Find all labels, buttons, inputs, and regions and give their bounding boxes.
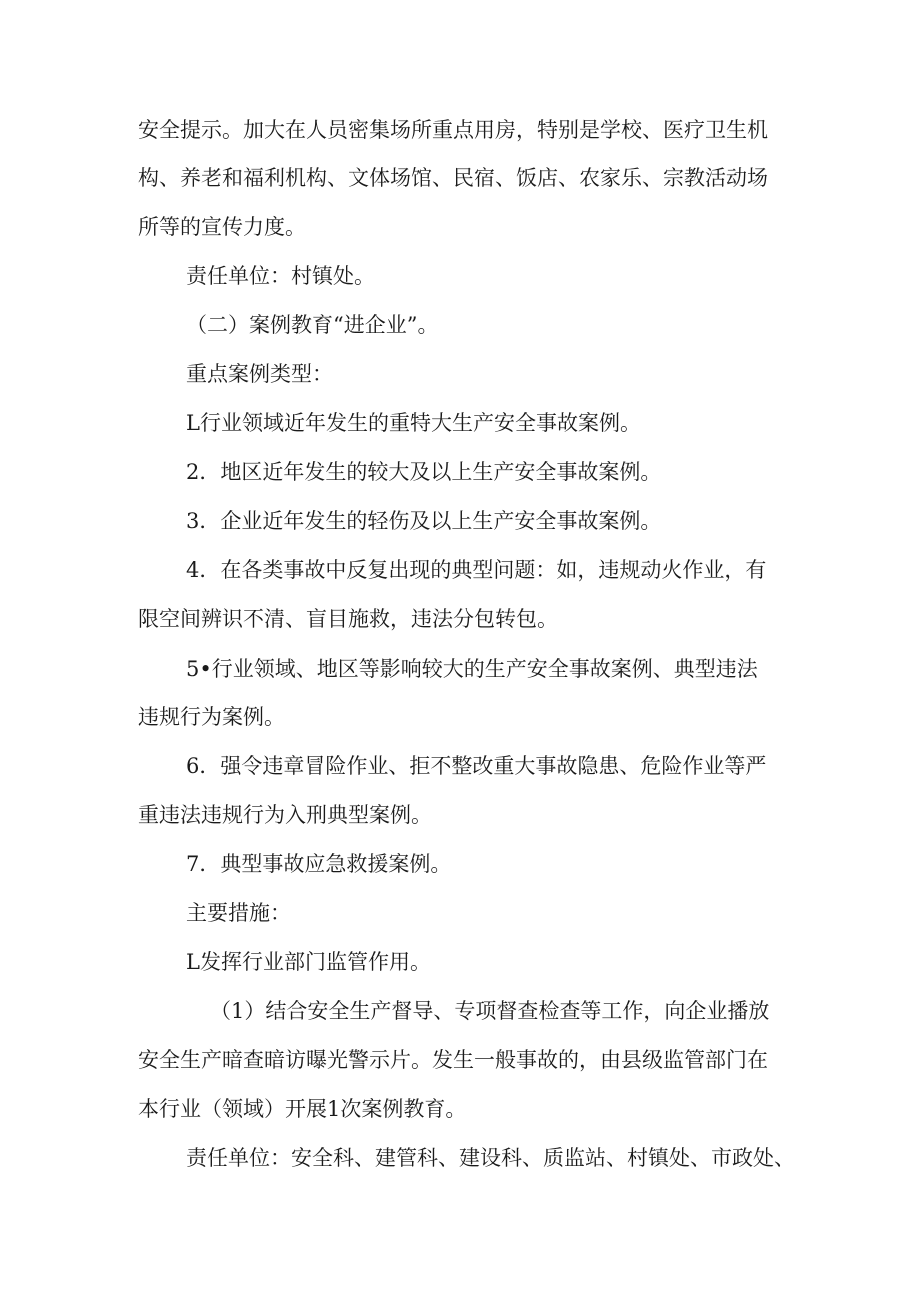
list-item: 4．在各类事故中反复出现的典型问题：如，违规动火作业，有	[186, 558, 767, 582]
list-item: L发挥行业部门监管作用。	[186, 950, 431, 974]
list-item-continuation: 重违法违规行为入刑典型案例。	[138, 803, 432, 827]
paragraph-line: 安全提示。加大在人员密集场所重点用房，特别是学校、医疗卫生机	[138, 118, 768, 142]
list-item-continuation: 违规行为案例。	[138, 705, 285, 729]
responsible-unit-line: 责任单位：村镇处。	[186, 264, 375, 288]
paragraph-line: 安全生产暗查暗访曝光警示片。发生一般事故的，由县级监管部门在	[138, 1048, 768, 1072]
list-item-continuation: 限空间辨识不清、盲目施救，违法分包转包。	[138, 607, 558, 631]
list-item: 3．企业近年发生的轻伤及以上生产安全事故案例。	[186, 509, 662, 533]
responsible-unit-line: 责任单位：安全科、建管科、建设科、质监站、村镇处、市政处、	[186, 1146, 795, 1170]
list-item: 7．典型事故应急救援案例。	[186, 852, 452, 876]
paragraph-line: 构、养老和福利机构、文体场馆、民宿、饭店、农家乐、宗教活动场	[138, 166, 768, 190]
paragraph-line: （1）结合安全生产督导、专项督查检查等工作，向企业播放	[210, 999, 770, 1023]
list-item: 2．地区近年发生的较大及以上生产安全事故案例。	[186, 460, 662, 484]
subheading-line: 重点案例类型：	[186, 362, 333, 386]
section-heading: （二）案例教育“进企业”。	[186, 313, 439, 337]
list-item: 5•行业领域、地区等影响较大的生产安全事故案例、典型违法	[186, 657, 758, 681]
paragraph-line: 本行业（领域）开展1次案例教育。	[138, 1097, 467, 1121]
paragraph-line: 所等的宣传力度。	[138, 215, 306, 239]
list-item: 6．强令违章冒险作业、拒不整改重大事故隐患、危险作业等严	[186, 754, 767, 778]
list-item: L行业领域近年发生的重特大生产安全事故案例。	[186, 411, 641, 435]
subheading-line: 主要措施：	[186, 901, 291, 925]
